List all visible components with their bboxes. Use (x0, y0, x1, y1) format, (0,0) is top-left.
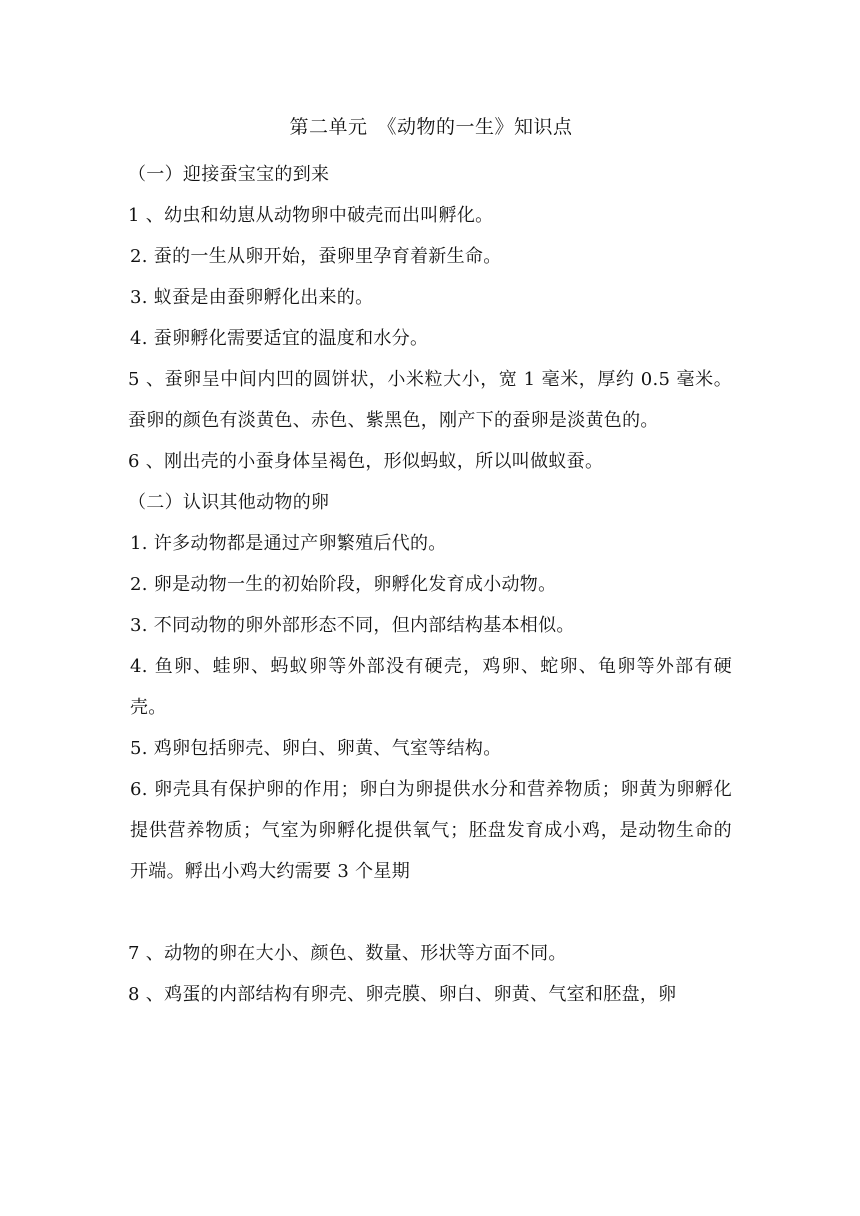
blank-line (130, 892, 732, 933)
list-item: 3. 蚁蚕是由蚕卵孵化出来的。 (130, 287, 374, 308)
list-item: 4. 鱼卵、蛙卵、蚂蚁卵等外部没有硬壳，鸡卵、蛇卵、龟卵等外部有硬壳。 (130, 656, 732, 718)
document-page (130, 112, 732, 1015)
list-item: 1. 许多动物都是通过产卵繁殖后代的。 (130, 533, 447, 554)
document-title: 第二单元 《动物的一生》知识点 (289, 116, 573, 138)
section-heading-1: （一）迎接蚕宝宝的到来 (128, 164, 330, 185)
list-item: 4. 蚕卵孵化需要适宜的温度和水分。 (130, 328, 429, 349)
list-item: 3. 不同动物的卵外部形态不同，但内部结构基本相似。 (130, 615, 575, 636)
list-item: 2. 蚕的一生从卵开始，蚕卵里孕育着新生命。 (130, 246, 502, 267)
list-item: 5. 鸡卵包括卵壳、卵白、卵黄、气室等结构。 (130, 738, 502, 759)
list-item: 6 、刚出壳的小蚕身体呈褐色，形似蚂蚁，所以叫做蚁蚕。 (128, 451, 604, 472)
list-item: 7 、动物的卵在大小、颜色、数量、形状等方面不同。 (128, 943, 567, 964)
section-heading-2: （二）认识其他动物的卵 (128, 492, 330, 513)
list-item: 8 、鸡蛋的内部结构有卵壳、卵壳膜、卵白、卵黄、气室和胚盘，卵 (128, 984, 677, 1005)
list-item: 5 、蚕卵呈中间内凹的圆饼状，小米粒大小，宽 1 毫米，厚约 0.5 毫米。蚕卵的颜色有淡黄色、赤色、紫黑色，刚产下的蚕卵是淡黄色的。 (128, 369, 732, 431)
list-item: 1 、幼虫和幼崽从动物卵中破壳而出叫孵化。 (128, 205, 494, 226)
list-item: 2. 卵是动物一生的初始阶段，卵孵化发育成小动物。 (130, 574, 557, 595)
list-item: 6. 卵壳具有保护卵的作用；卵白为卵提供水分和营养物质；卵黄为卵孵化提供营养物质；气室为卵孵化提供氧气；胚盘发育成小鸡，是动物生命的开端。孵出小鸡大约需要 3 个星期 (130, 779, 732, 882)
